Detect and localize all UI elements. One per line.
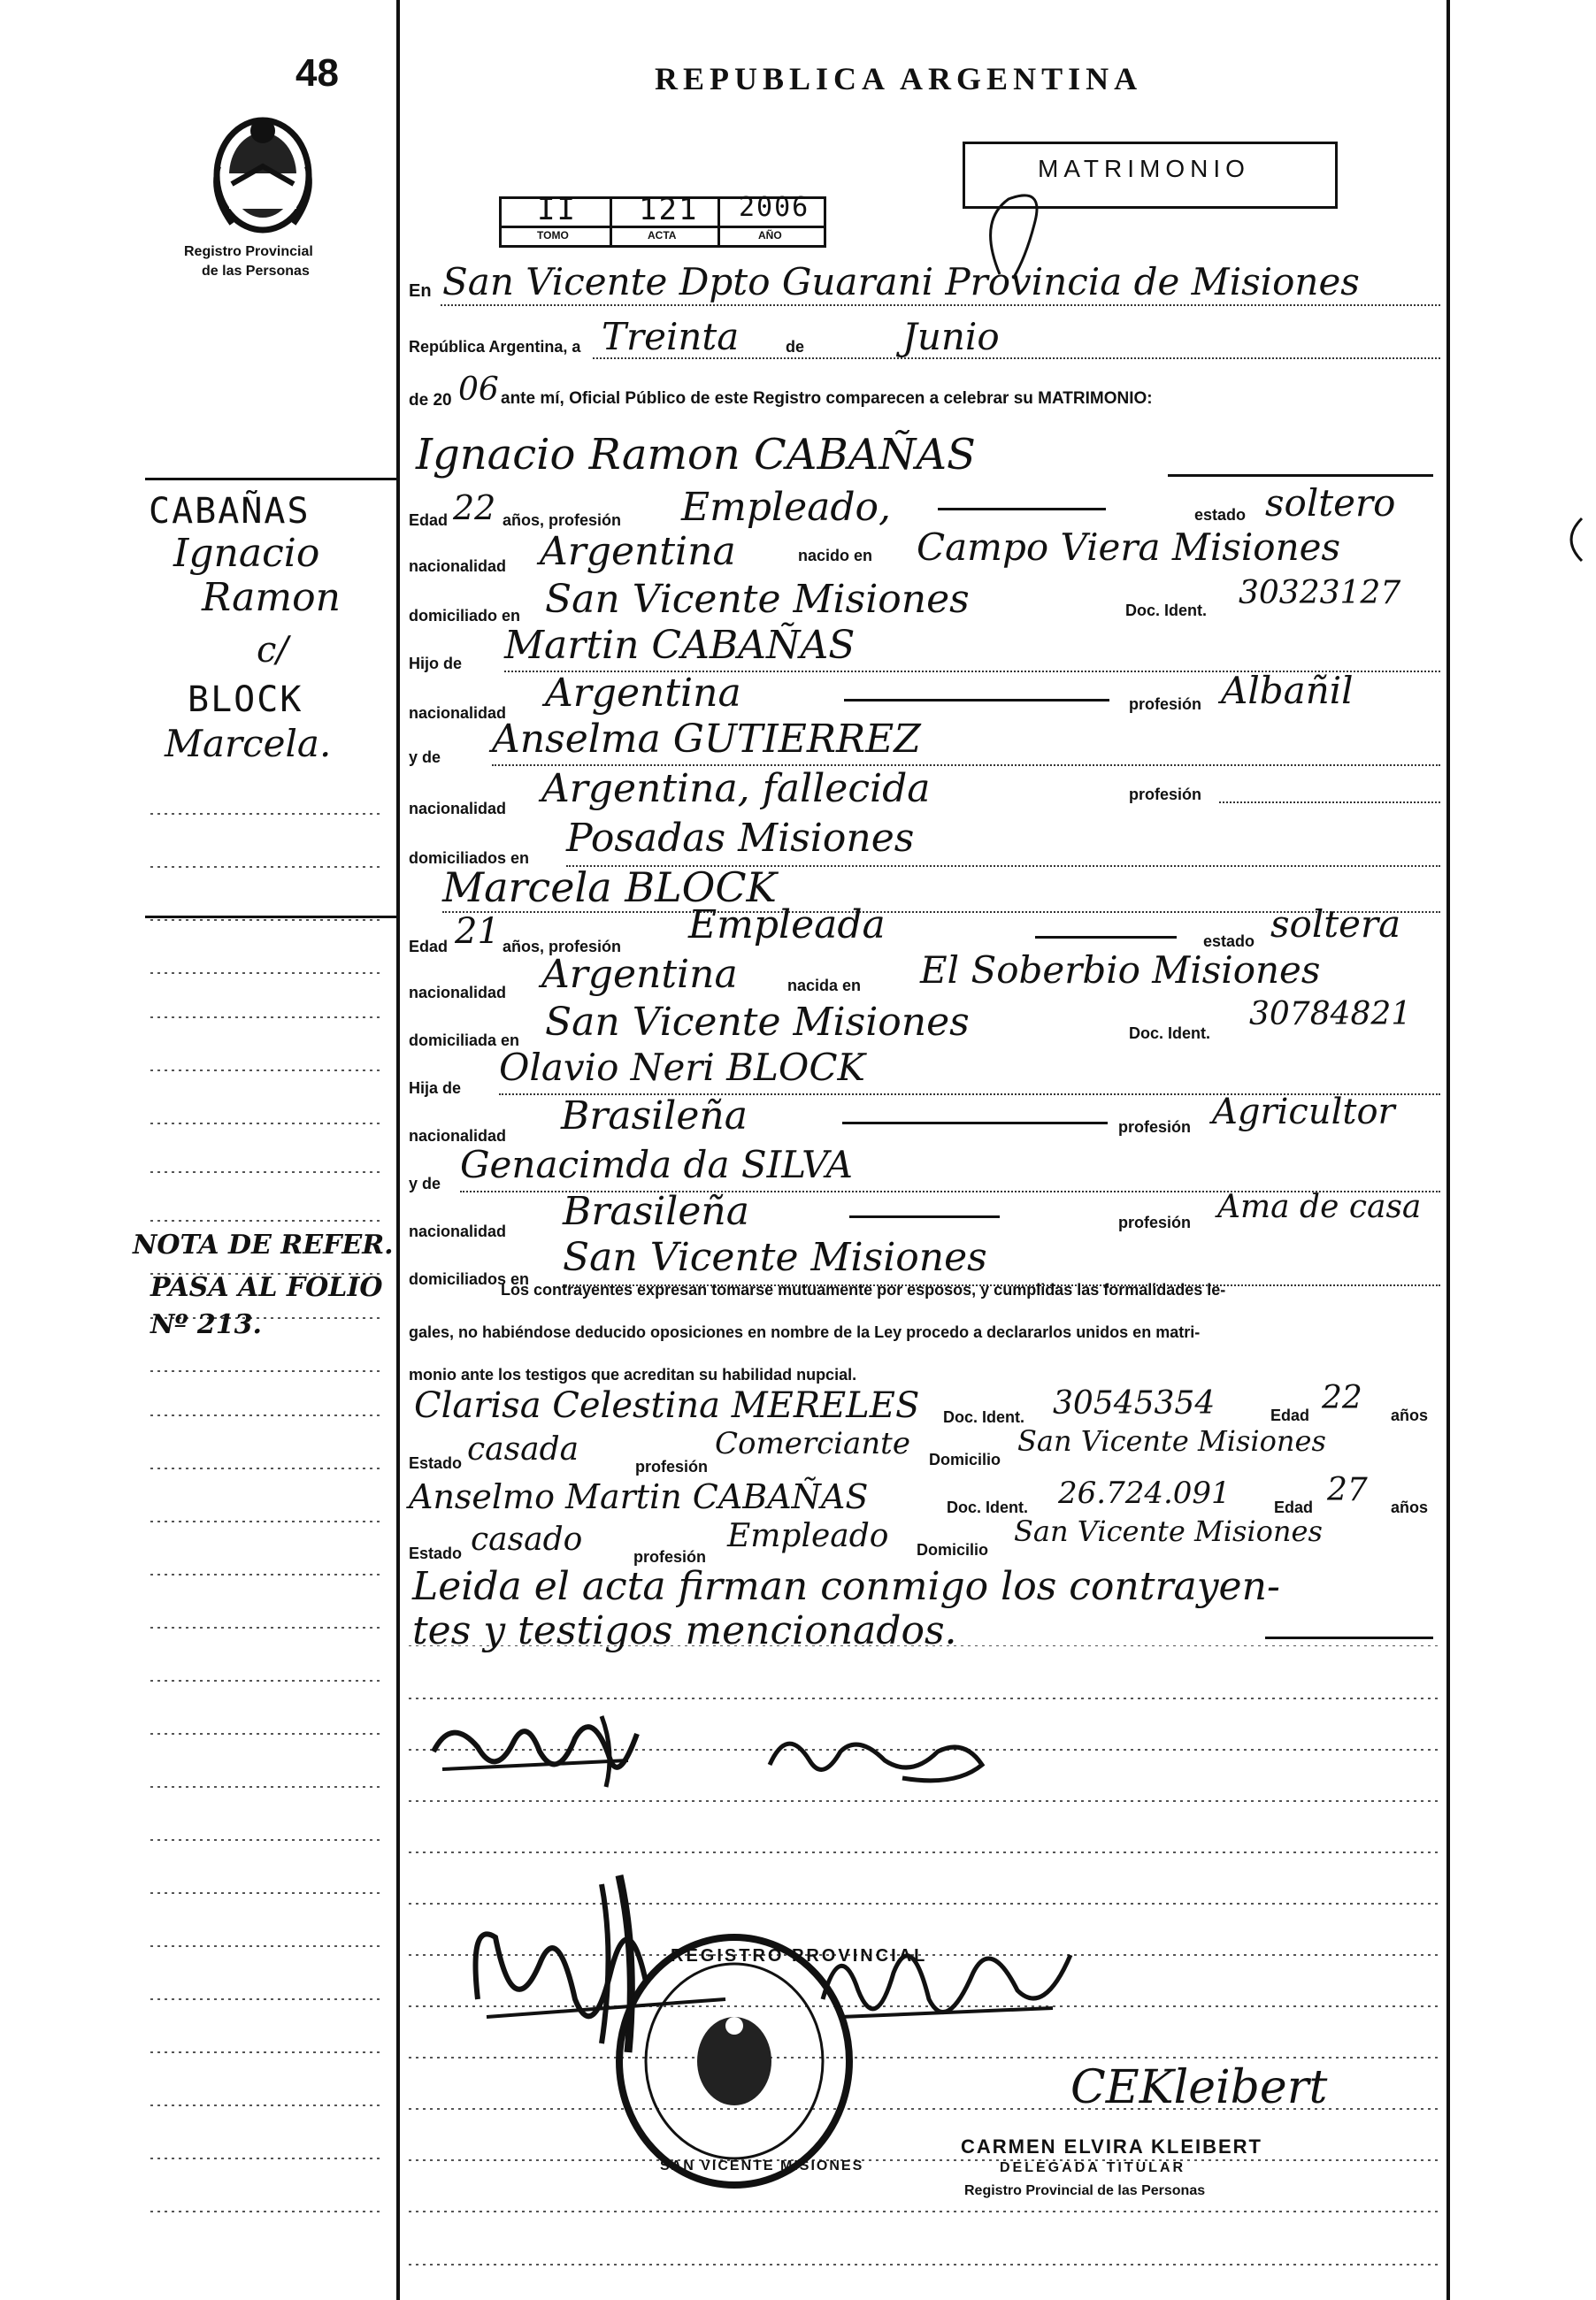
margin-conjunction: c/ xyxy=(257,630,288,671)
bride-nacida: El Soberbio Misiones xyxy=(920,948,1321,992)
bride-nac-label: nacionalidad xyxy=(409,984,507,1001)
witness2-anos-label: años xyxy=(1391,1499,1429,1516)
bride-padre: Olavio Neri BLOCK xyxy=(499,1046,865,1089)
witness2-prof-label: profesión xyxy=(633,1548,707,1566)
bride-doc-label: Doc. Ident. xyxy=(1129,1024,1211,1042)
margin-rule xyxy=(396,0,400,2300)
groom-padre-nac: Argentina xyxy=(545,671,741,716)
groom-name: Ignacio Ramon CABAÑAS xyxy=(416,430,976,479)
groom-padre-nac-label: nacionalidad xyxy=(409,704,507,722)
signatory-title: DELEGADA TITULAR xyxy=(1000,2160,1186,2175)
witness2-dom-label: Domicilio xyxy=(917,1541,989,1559)
bride-padre-nac: Brasileña xyxy=(561,1093,748,1138)
year-suffix: 06 xyxy=(458,372,499,408)
groom-doc: 30323127 xyxy=(1239,575,1401,611)
groom-padre-prof: Albañil xyxy=(1221,669,1354,712)
country-title: REPUBLICA ARGENTINA xyxy=(655,61,1143,96)
closing-line-1: Leida el acta firman conmigo los contrayen- xyxy=(412,1564,1280,1609)
signature-bride xyxy=(761,1716,991,1796)
groom-padres-dom: Posadas Misiones xyxy=(566,816,915,861)
witness2-doc: 26.724.091 xyxy=(1058,1476,1231,1511)
margin-ref-line3: Nº 213. xyxy=(150,1309,262,1340)
bride-madre: Genacimda da SILVA xyxy=(460,1143,853,1186)
signatory-office: Registro Provincial de las Personas xyxy=(964,2183,1206,2198)
statement-line-1: Los contrayentes expresan tomarse mutuamente por esposos, y cumplidas las formalidades le- xyxy=(501,1281,1226,1299)
witness1-doc-label: Doc. Ident. xyxy=(943,1408,1025,1426)
groom-estado: soltero xyxy=(1265,481,1396,525)
bride-anos-label: años, profesión xyxy=(503,938,622,955)
right-rule xyxy=(1446,0,1450,2300)
witness2-edad-label: Edad xyxy=(1274,1499,1314,1516)
bride-edad-label: Edad xyxy=(409,938,449,955)
statement-line-3: monio ante los testigos que acreditan su habilidad nupcial. xyxy=(409,1366,857,1384)
bride-padre-nac-label: nacionalidad xyxy=(409,1127,507,1145)
groom-nac-label: nacionalidad xyxy=(409,557,507,575)
bride-nacida-label: nacida en xyxy=(787,977,862,994)
margin-ref-line1: NOTA DE REFER. xyxy=(133,1230,394,1261)
witness1-doc: 30545354 xyxy=(1053,1385,1216,1422)
signature-groom xyxy=(425,1698,655,1805)
groom-nacido-label: nacido en xyxy=(798,547,873,564)
official-seal xyxy=(610,1928,858,2194)
groom-yde-label: y de xyxy=(409,748,441,766)
margin-ref-line2: PASA AL FOLIO xyxy=(150,1272,383,1303)
edge-mark xyxy=(1554,513,1589,566)
groom-estado-label: estado xyxy=(1194,506,1247,524)
republica-label: República Argentina, a xyxy=(409,338,581,356)
groom-madre: Anselma GUTIERREZ xyxy=(492,717,921,762)
witness2-domicilio: San Vicente Misiones xyxy=(1014,1514,1323,1548)
registry-line1: Registro Provincial xyxy=(184,244,313,259)
record-type: MATRIMONIO xyxy=(1038,155,1250,182)
witness2-profesion: Empleado xyxy=(727,1518,889,1554)
groom-edad-label: Edad xyxy=(409,511,449,529)
groom-padre-prof-label: profesión xyxy=(1129,695,1202,713)
witness2-edad: 27 xyxy=(1327,1472,1368,1508)
witness1-name: Clarisa Celestina MERELES xyxy=(414,1385,920,1426)
place: San Vicente Dpto Guarani Provincia de Misiones xyxy=(442,260,1360,303)
ano-value: 2006 xyxy=(739,192,810,223)
closing-line-2: tes y testigos mencionados. xyxy=(412,1608,957,1653)
groom-madre-prof-label: profesión xyxy=(1129,786,1202,803)
coat-of-arms-icon xyxy=(205,104,320,237)
bride-madre-nac-label: nacionalidad xyxy=(409,1223,507,1240)
bride-doms-label: domiciliados en xyxy=(409,1270,530,1288)
bride-domicilio: San Vicente Misiones xyxy=(545,1000,970,1045)
seal-top-text: REGISTRO PROVINCIAL xyxy=(671,1946,928,1966)
bride-estado-label: estado xyxy=(1203,932,1255,950)
groom-anos-label: años, profesión xyxy=(503,511,622,529)
margin-surname: CABAÑAS xyxy=(149,491,311,532)
bride-yde-label: y de xyxy=(409,1175,441,1192)
signatory-name: CARMEN ELVIRA KLEIBERT xyxy=(961,2135,1262,2158)
acta-label: ACTA xyxy=(648,229,677,242)
groom-hijo-label: Hijo de xyxy=(409,655,463,672)
witness1-prof-label: profesión xyxy=(635,1458,709,1476)
bride-dom-label: domiciliada en xyxy=(409,1031,520,1049)
witness1-estado-label: Estado xyxy=(409,1454,463,1472)
month: Junio xyxy=(902,315,1000,358)
statement-line-2: gales, no habiéndose deducido oposiciones en nombre de la Ley procedo a declararlos unidos en matri- xyxy=(409,1323,1201,1341)
margin-bride-name: Marcela. xyxy=(165,722,332,765)
bride-madre-nac: Brasileña xyxy=(563,1189,749,1234)
witness1-domicilio: San Vicente Misiones xyxy=(1017,1424,1326,1458)
bride-padre-prof: Agricultor xyxy=(1212,1092,1395,1132)
bride-padre-prof-label: profesión xyxy=(1118,1118,1192,1136)
witness2-doc-label: Doc. Ident. xyxy=(947,1499,1029,1516)
witness1-anos-label: años xyxy=(1391,1407,1429,1424)
tomo-label: TOMO xyxy=(537,229,569,242)
groom-doc-label: Doc. Ident. xyxy=(1125,602,1208,619)
groom-profesion: Empleado, xyxy=(681,485,891,530)
witness1-profesion: Comerciante xyxy=(715,1426,910,1461)
bride-doc: 30784821 xyxy=(1249,996,1412,1032)
bride-profesion: Empleada xyxy=(688,902,886,947)
groom-dom-label: domiciliado en xyxy=(409,607,521,625)
day: Treinta xyxy=(602,315,740,358)
bride-madre-prof-label: profesión xyxy=(1118,1214,1192,1231)
margin-given-name-2: Ramon xyxy=(202,575,341,620)
groom-nacionalidad: Argentina xyxy=(540,529,736,574)
registry-line2: de las Personas xyxy=(202,264,310,279)
witness2-estado: casado xyxy=(471,1522,583,1558)
signatory-handwritten: CEKleibert xyxy=(1070,2061,1328,2114)
witness2-estado-label: Estado xyxy=(409,1545,463,1562)
margin-bride-surname: BLOCK xyxy=(188,679,303,720)
groom-madre-nac: Argentina, fallecida xyxy=(541,766,931,811)
en-label: En xyxy=(409,281,432,301)
ano-label: AÑO xyxy=(758,229,782,242)
margin-given-name-1: Ignacio xyxy=(173,531,320,576)
bride-nacionalidad: Argentina xyxy=(541,952,738,997)
groom-padre: Martin CABAÑAS xyxy=(504,623,856,668)
folio-number: 48 xyxy=(295,51,339,95)
bride-edad: 21 xyxy=(455,911,500,952)
bride-estado: soltera xyxy=(1270,902,1401,946)
witness1-dom-label: Domicilio xyxy=(929,1451,1001,1468)
bride-hija-label: Hija de xyxy=(409,1079,462,1097)
witness1-edad: 22 xyxy=(1322,1380,1362,1416)
witness1-estado: casada xyxy=(467,1431,579,1468)
tomo-value: II xyxy=(537,192,577,227)
bride-padres-dom: San Vicente Misiones xyxy=(563,1235,987,1280)
acta-value: 121 xyxy=(639,192,699,227)
groom-madre-nac-label: nacionalidad xyxy=(409,800,507,817)
bride-name: Marcela BLOCK xyxy=(442,863,777,911)
groom-nacido: Campo Viera Misiones xyxy=(917,525,1341,569)
seal-bottom-text: SAN VICENTE MISIONES xyxy=(660,2158,864,2174)
year-rest: ante mí, Oficial Público de este Registro comparecen a celebrar su MATRIMONIO: xyxy=(501,389,1153,408)
witness1-edad-label: Edad xyxy=(1270,1407,1310,1424)
year-prefix: de 20 xyxy=(409,391,452,410)
record-id-table xyxy=(499,192,826,248)
witness2-name: Anselmo Martin CABAÑAS xyxy=(409,1477,869,1516)
groom-doms-label: domiciliados en xyxy=(409,849,530,867)
groom-domicilio: San Vicente Misiones xyxy=(545,577,970,622)
de-label: de xyxy=(786,338,805,356)
groom-edad: 22 xyxy=(453,488,496,527)
bride-madre-prof: Ama de casa xyxy=(1217,1189,1422,1225)
